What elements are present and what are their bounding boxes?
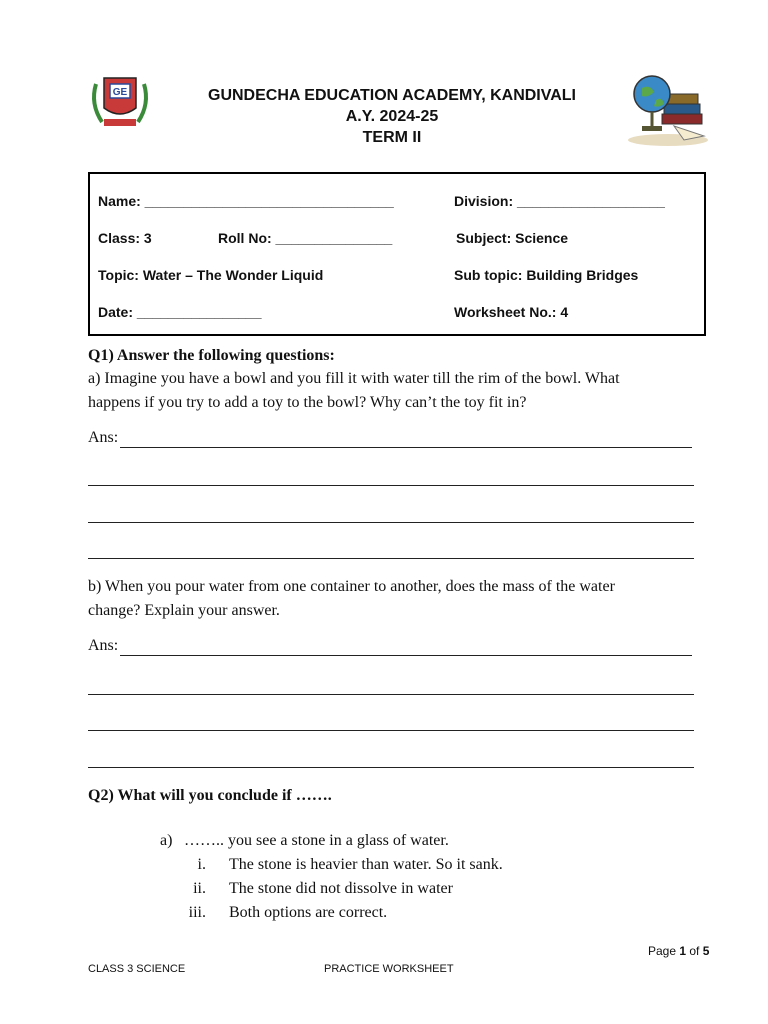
q1a-answer-line: [88, 522, 694, 523]
footer-class: CLASS 3 SCIENCE: [88, 963, 186, 975]
option-number: iii.: [188, 904, 206, 921]
footer-title: PRACTICE WORKSHEET: [324, 963, 454, 975]
roll-no-field: Roll No: _______________: [218, 230, 393, 246]
class-field: Class: 3: [98, 230, 152, 246]
topic-field: Topic: Water – The Wonder Liquid: [98, 267, 324, 283]
q1a-answer-line: [88, 558, 694, 559]
q1a-ans-label: Ans:: [88, 429, 119, 446]
school-logo: [86, 64, 154, 132]
option-number: ii.: [193, 880, 206, 897]
q1a-answer-line: [88, 485, 694, 486]
page-number: Page 1 of 5: [648, 944, 710, 958]
term: TERM II: [362, 129, 422, 146]
q2a-marker: a): [160, 832, 173, 849]
academic-year: A.Y. 2024-25: [345, 108, 439, 125]
option-text: The stone is heavier than water. So it sank.: [229, 856, 503, 873]
subject-field: Subject: Science: [456, 230, 569, 246]
svg-text:GE: GE: [112, 87, 128, 98]
option-text: Both options are correct.: [229, 904, 388, 921]
q1a-text-line2: happens if you try to add a toy to the bowl? Why can’t the toy fit in?: [88, 394, 527, 411]
q1b-text-line2: change? Explain your answer.: [88, 602, 280, 619]
q1a-answer-line: [120, 447, 692, 448]
name-field: Name: ________________________________: [98, 193, 394, 209]
date-field: Date: ________________: [98, 304, 262, 320]
q2-heading: Q2) What will you conclude if …….: [88, 787, 332, 804]
q2a-text: …….. you see a stone in a glass of water.: [184, 832, 449, 849]
q1b-ans-label: Ans:: [88, 637, 119, 654]
q1b-answer-line: [120, 655, 692, 656]
school-name: GUNDECHA EDUCATION ACADEMY, KANDIVALI: [208, 87, 576, 104]
q1b-answer-line: [88, 694, 694, 695]
subtopic-field: Sub topic: Building Bridges: [454, 267, 639, 283]
q1b-answer-line: [88, 767, 694, 768]
q1-heading: Q1) Answer the following questions:: [88, 347, 335, 364]
globe-books-icon: [624, 66, 714, 148]
q1a-text-line1: a) Imagine you have a bowl and you fill it with water till the rim of the bowl. What: [88, 370, 620, 387]
division-field: Division: ___________________: [454, 193, 665, 209]
option-number: i.: [197, 856, 206, 873]
option-text: The stone did not dissolve in water: [229, 880, 453, 897]
q1b-answer-line: [88, 730, 694, 731]
worksheet-no-field: Worksheet No.: 4: [454, 304, 569, 320]
q1b-text-line1: b) When you pour water from one container to another, does the mass of the water: [88, 578, 615, 595]
